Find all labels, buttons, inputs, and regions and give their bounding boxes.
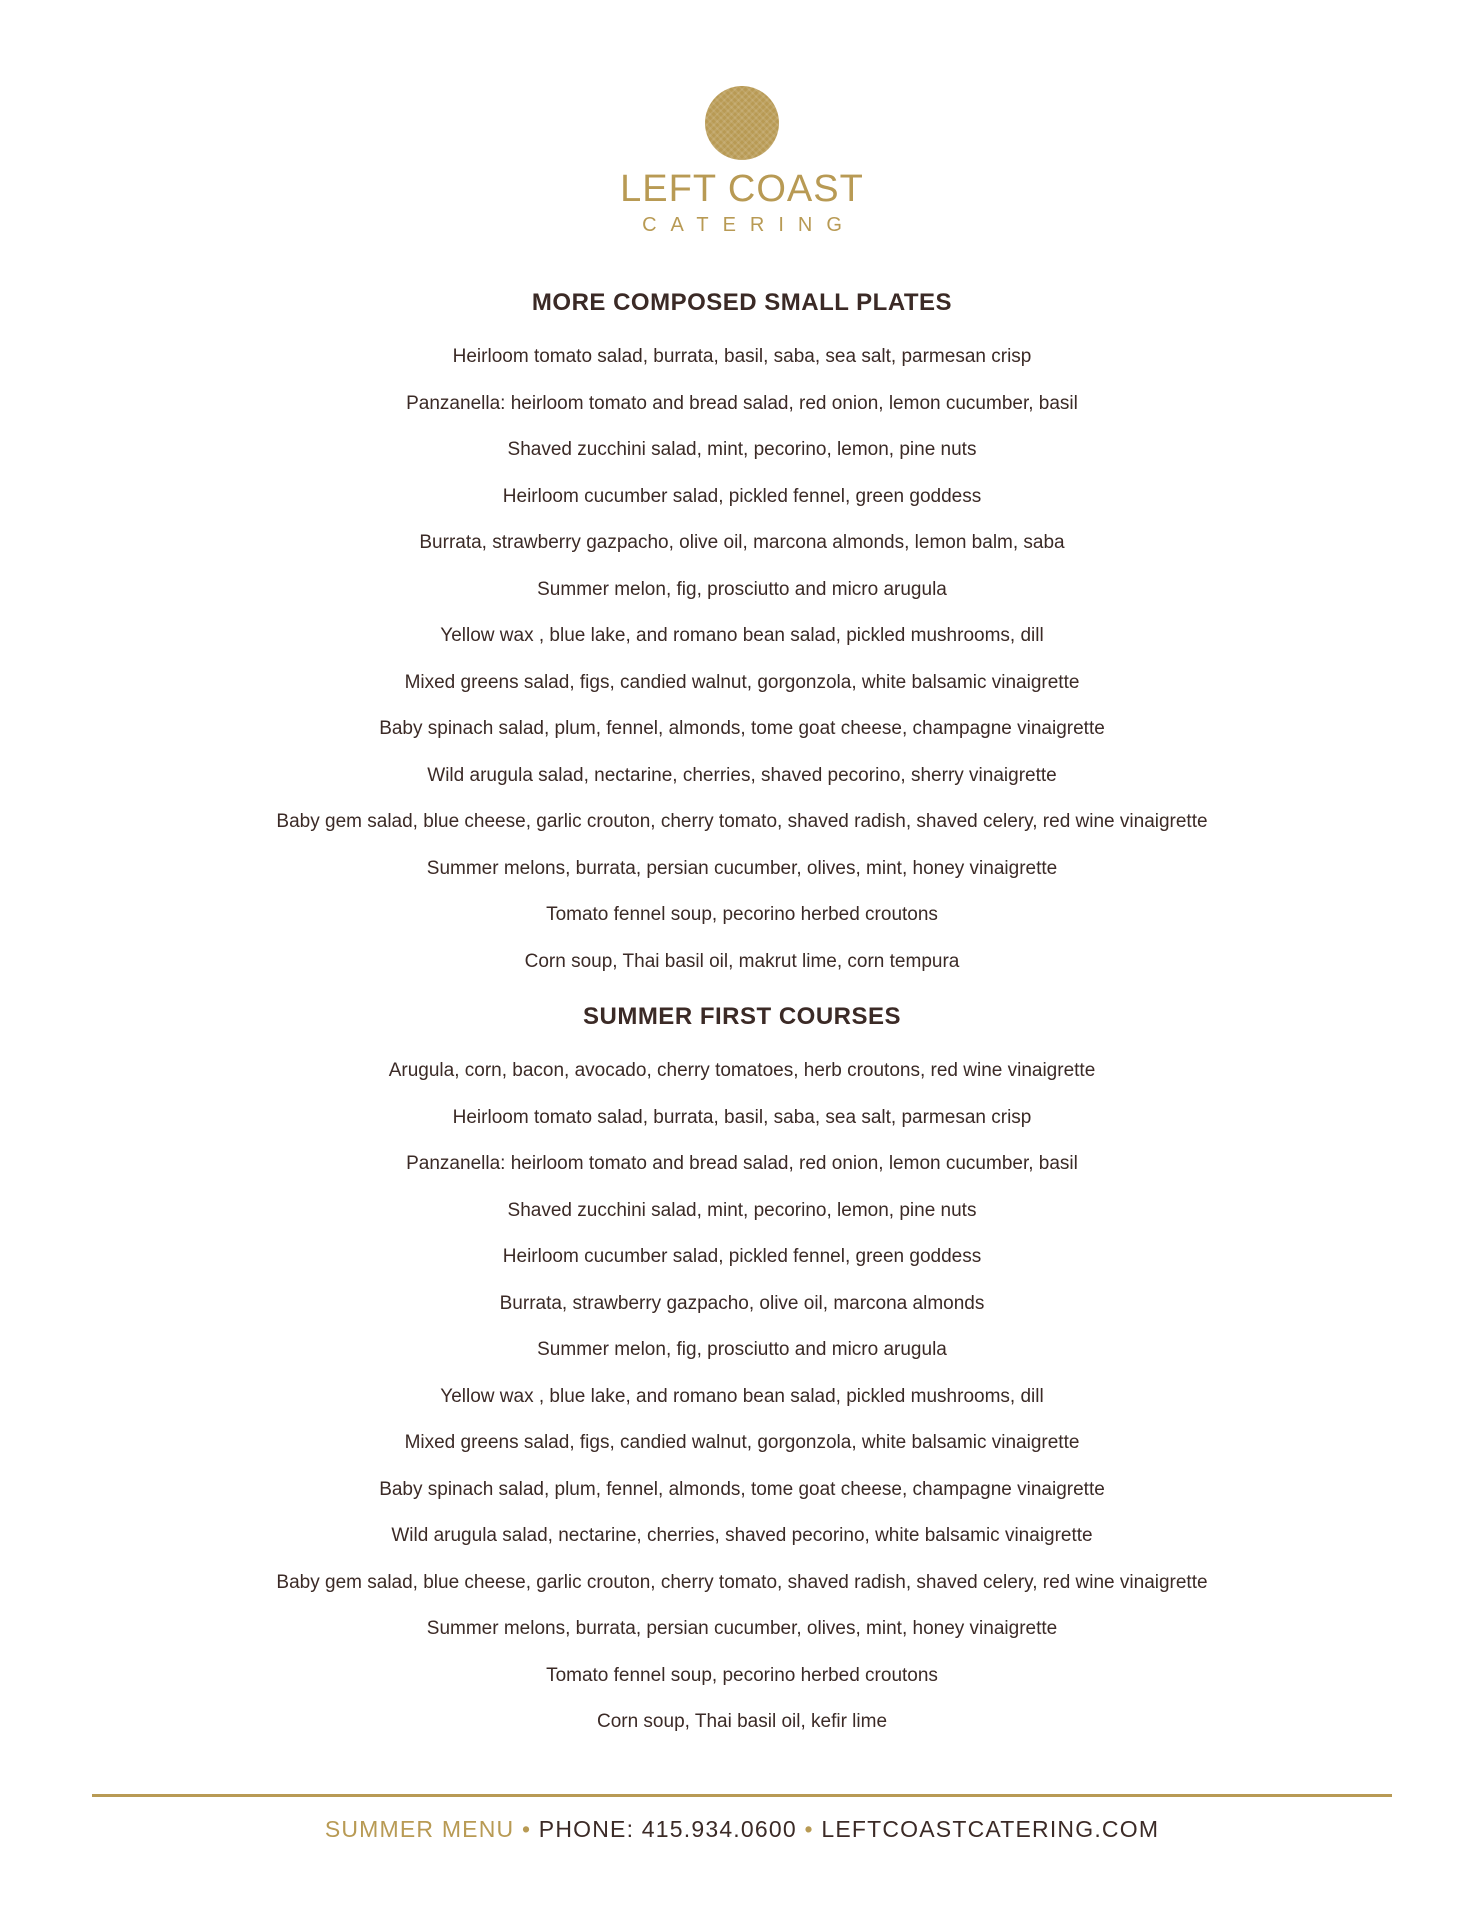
menu-item: Summer melon, fig, prosciutto and micro arugula [537,1339,947,1360]
menu-item: Yellow wax , blue lake, and romano bean salad, pickled mushrooms, dill [440,625,1044,646]
menu-item: Baby spinach salad, plum, fennel, almonds, tome goat cheese, champagne vinaigrette [379,1478,1105,1500]
menu-item: Baby spinach salad, plum, fennel, almonds, tome goat cheese, champagne vinaigrette [379,718,1105,739]
menu-item: Yellow wax , blue lake, and romano bean salad, pickled mushrooms, dill [440,1385,1044,1407]
brand-name: LEFT COAST [620,168,864,210]
menu-item: Wild arugula salad, nectarine, cherries, shaved pecorino, white balsamic vinaigrette [391,1525,1093,1546]
brand-subtitle: CATERING [642,214,856,236]
section-summer-first-courses [0,1000,1484,1746]
menu-item: Shaved zucchini salad, mint, pecorino, lemon, pine nuts [507,1199,977,1221]
menu-item-list [0,1048,1484,1746]
menu-item: Arugula, corn, bacon, avocado, cherry tomatoes, herb croutons, red wine vinaigrette [388,1060,1096,1081]
footer-divider [92,1794,1392,1797]
menu-item: Wild arugula salad, nectarine, cherries, shaved pecorino, sherry vinaigrette [427,764,1057,786]
menu-item: Heirloom tomato salad, burrata, basil, saba, sea salt, parmesan crisp [452,1106,1032,1128]
footer-website[interactable]: LEFTCOASTCATERING.COM [821,1816,1160,1842]
menu-item-list [0,334,1484,985]
footer-separator: • [521,1816,532,1842]
menu-item: Panzanella: heirloom tomato and bread salad, red onion, lemon cucumber, basil [406,1153,1078,1174]
menu-item: Tomato fennel soup, pecorino herbed croutons [546,904,938,925]
brand-logo [0,86,1484,238]
menu-item: Burrata, strawberry gazpacho, olive oil, marcona almonds [499,1292,985,1314]
menu-item: Heirloom cucumber salad, pickled fennel, green goddess [502,485,982,507]
menu-item: Corn soup, Thai basil oil, makrut lime, corn tempura [524,950,960,972]
footer-menu-label: SUMMER MENU [324,1816,515,1842]
section-title: SUMMER FIRST COURSES [582,1003,901,1030]
menu-item: Mixed greens salad, figs, candied walnut, gorgonzola, white balsamic vinaigrette [404,1432,1080,1453]
logo-emblem [705,86,779,160]
menu-item: Panzanella: heirloom tomato and bread salad, red onion, lemon cucumber, basil [406,392,1078,414]
menu-item: Summer melons, burrata, persian cucumber, olives, mint, honey vinaigrette [426,1618,1058,1639]
footer-phone: PHONE: 415.934.0600 [538,1816,797,1842]
menu-item: Shaved zucchini salad, mint, pecorino, lemon, pine nuts [507,439,977,460]
menu-item: Burrata, strawberry gazpacho, olive oil, marcona almonds, lemon balm, saba [419,532,1065,553]
footer-separator: • [804,1816,814,1842]
menu-item: Summer melons, burrata, persian cucumber, olives, mint, honey vinaigrette [426,857,1058,879]
menu-item: Tomato fennel soup, pecorino herbed croutons [546,1664,938,1686]
section-title: MORE COMPOSED SMALL PLATES [531,289,953,316]
menu-item: Summer melon, fig, prosciutto and micro arugula [537,578,947,600]
menu-item: Baby gem salad, blue cheese, garlic crouton, cherry tomato, shaved radish, shaved celery, red wine vinaigrette [276,811,1208,832]
menu-item: Baby gem salad, blue cheese, garlic crouton, cherry tomato, shaved radish, shaved celery, red wine vinaigrette [276,1571,1208,1593]
footer-bar [0,1812,1484,1846]
menu-item: Heirloom tomato salad, burrata, basil, saba, sea salt, parmesan crisp [452,346,1032,367]
menu-item: Heirloom cucumber salad, pickled fennel, green goddess [502,1246,982,1267]
section-composed-small-plates [0,286,1484,985]
menu-item: Corn soup, Thai basil oil, kefir lime [596,1711,888,1732]
menu-item: Mixed greens salad, figs, candied walnut, gorgonzola, white balsamic vinaigrette [404,671,1080,693]
